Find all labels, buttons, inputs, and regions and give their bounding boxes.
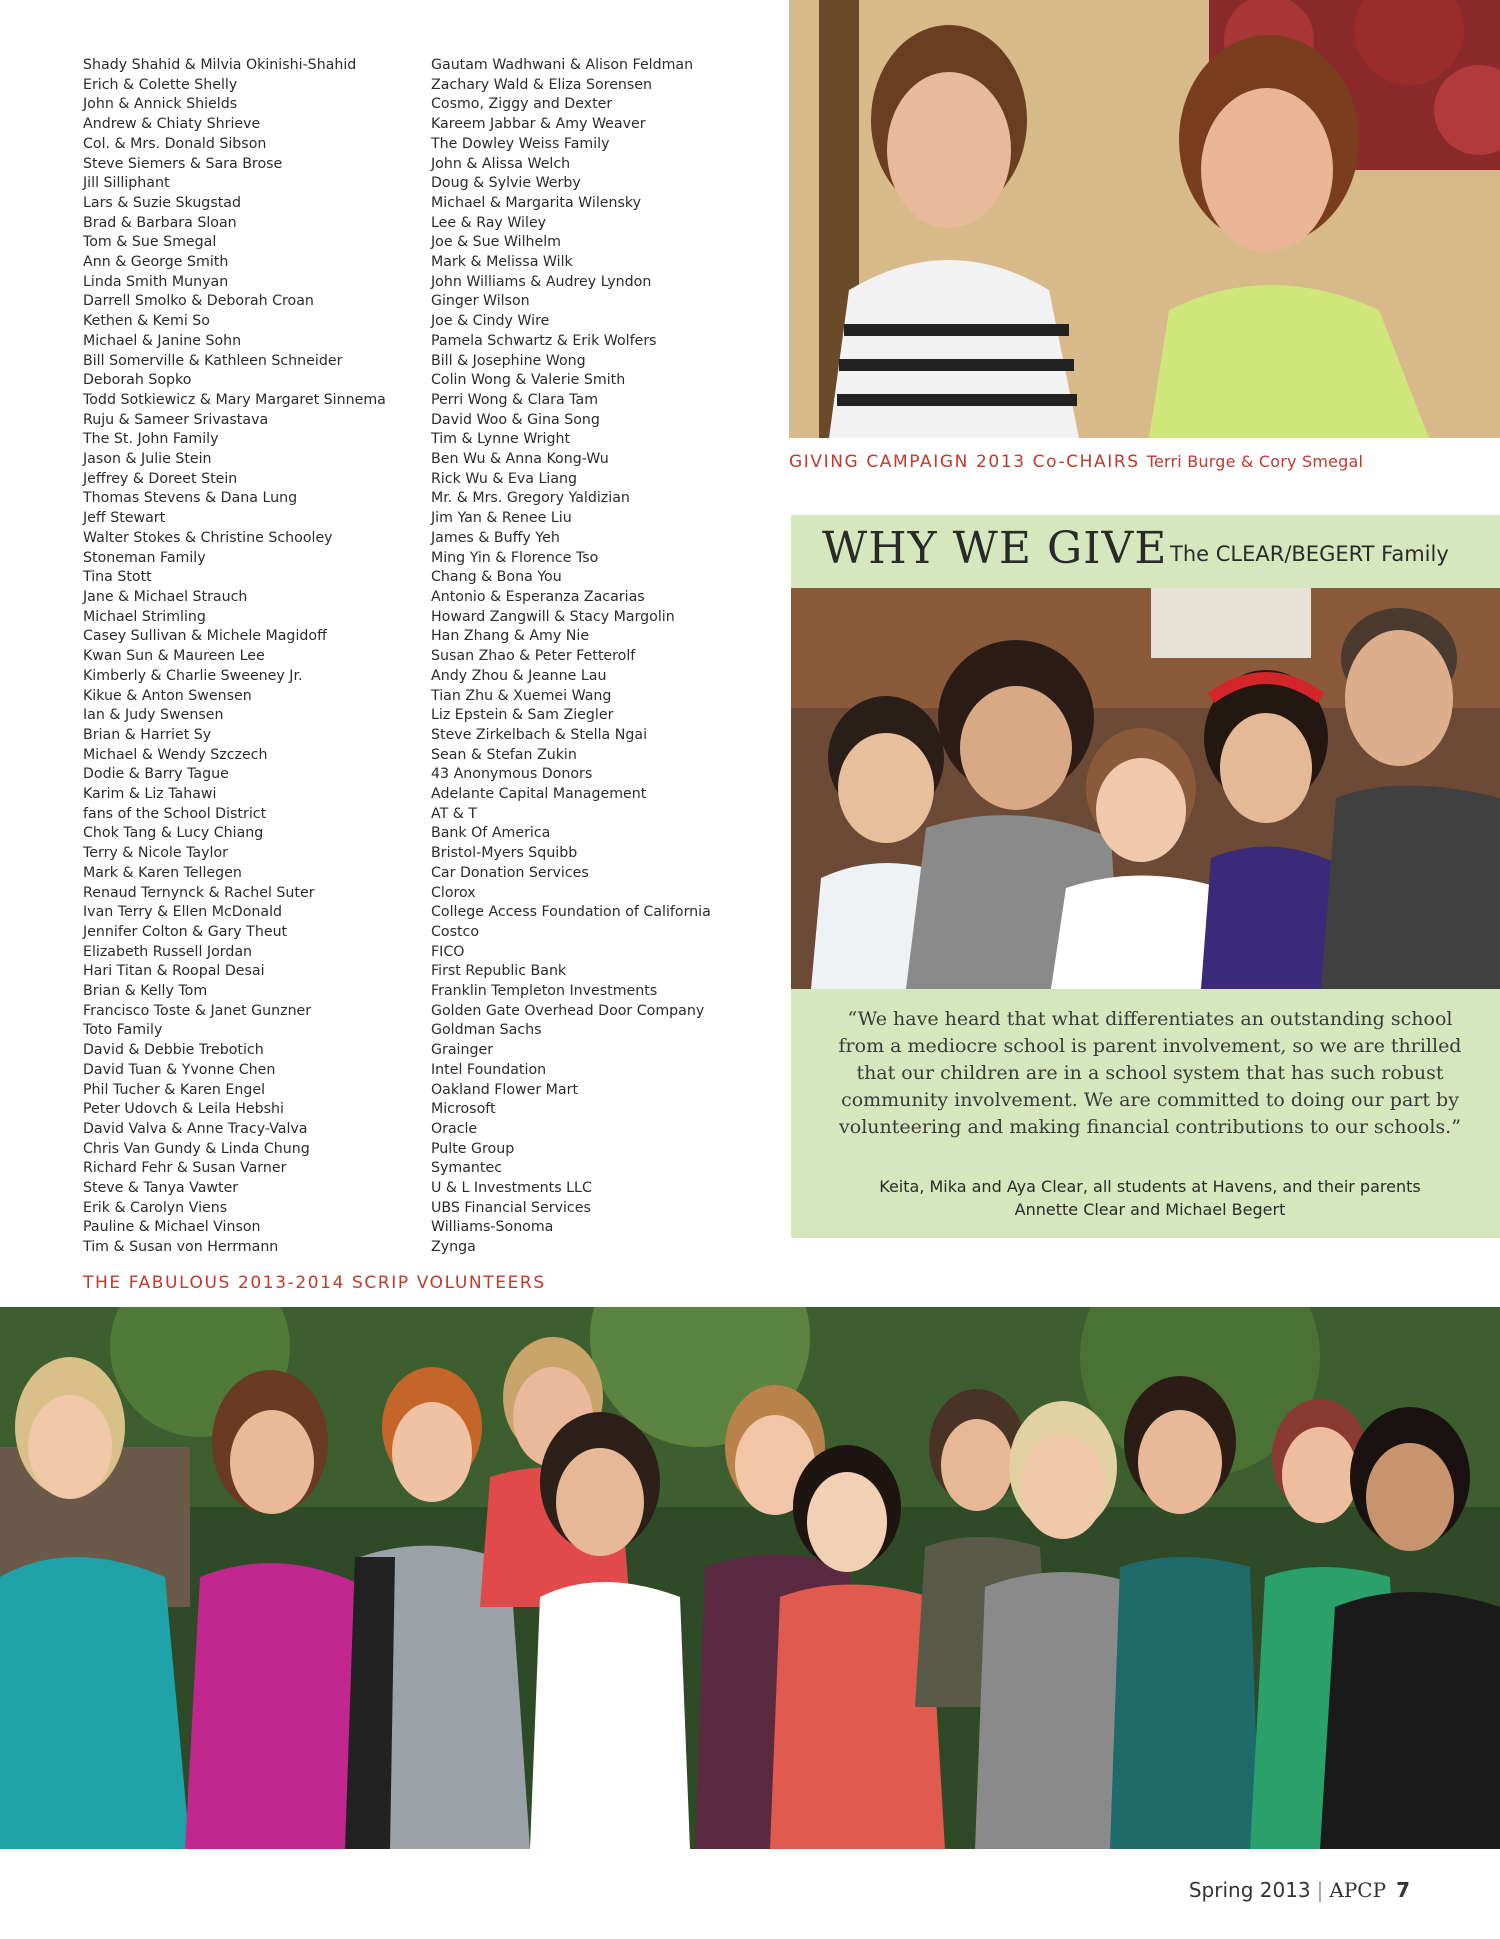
donor-list-column-1 bbox=[83, 56, 386, 1258]
donor-name: Costco bbox=[431, 923, 480, 940]
donor-name: David & Debbie Trebotich bbox=[83, 1042, 264, 1059]
donor-name: Kethen & Kemi So bbox=[83, 313, 210, 330]
cochairs-photo bbox=[789, 0, 1500, 438]
donor-name: Darrell Smolko & Deborah Croan bbox=[83, 293, 314, 310]
cochairs-caption-names: Terri Burge & Cory Smegal bbox=[1146, 452, 1364, 471]
donor-name: David Valva & Anne Tracy-Valva bbox=[83, 1120, 308, 1137]
donor-name: Brad & Barbara Sloan bbox=[83, 214, 237, 231]
donor-name: Franklin Templeton Investments bbox=[431, 983, 658, 1000]
donor-name: Kikue & Anton Swensen bbox=[83, 687, 252, 704]
footer-publication: APCP bbox=[1329, 1878, 1387, 1902]
donor-name: Ben Wu & Anna Kong-Wu bbox=[431, 451, 609, 468]
donor-name: Tim & Susan von Herrmann bbox=[83, 1239, 279, 1256]
donor-name: Rick Wu & Eva Liang bbox=[431, 470, 578, 487]
donor-name: Steve Siemers & Sara Brose bbox=[83, 155, 283, 172]
donor-name: Ginger Wilson bbox=[431, 293, 530, 310]
donor-name: Clorox bbox=[431, 884, 476, 901]
donor-name: The Dowley Weiss Family bbox=[431, 135, 610, 152]
page-footer bbox=[1189, 1878, 1410, 1902]
donor-name: Jennifer Colton & Gary Theut bbox=[83, 923, 288, 940]
donor-name: Bristol-Myers Squibb bbox=[431, 845, 578, 862]
donor-name: FICO bbox=[431, 943, 465, 960]
why-we-give-quote: “We have heard that what differentiates an outstanding school from a mediocre school is parent involvement, so we are thrilled that our children are in a school system that has such robust community involvement. We are committed to doing our part by volunteering and making financial contributions to our schools.” bbox=[838, 1008, 1462, 1138]
donor-name: Todd Sotkiewicz & Mary Margaret Sinnema bbox=[83, 391, 386, 408]
donor-name: Golden Gate Overhead Door Company bbox=[431, 1002, 705, 1019]
donor-name: Casey Sullivan & Michele Magidoff bbox=[83, 628, 327, 645]
donor-name: UBS Financial Services bbox=[431, 1199, 591, 1216]
donor-name: Erich & Colette Shelly bbox=[83, 76, 238, 93]
donor-name: Grainger bbox=[431, 1042, 494, 1059]
donor-name: Goldman Sachs bbox=[431, 1022, 542, 1039]
donor-name: Intel Foundation bbox=[431, 1061, 547, 1078]
donor-name: Chang & Bona You bbox=[431, 569, 562, 586]
donor-name: Richard Fehr & Susan Varner bbox=[83, 1160, 287, 1177]
donor-name: Stoneman Family bbox=[83, 549, 206, 566]
donor-name: 43 Anonymous Donors bbox=[431, 766, 593, 783]
cochairs-caption bbox=[789, 452, 1363, 472]
donor-name: Colin Wong & Valerie Smith bbox=[431, 372, 626, 389]
donor-name: College Access Foundation of California bbox=[431, 904, 711, 921]
donor-name: Sean & Stefan Zukin bbox=[431, 746, 577, 763]
donor-name: Howard Zangwill & Stacy Margolin bbox=[431, 608, 675, 625]
donor-name: Brian & Kelly Tom bbox=[83, 983, 208, 1000]
donor-name: Susan Zhao & Peter Fetterolf bbox=[431, 648, 636, 665]
donor-name: Gautam Wadhwani & Alison Feldman bbox=[431, 57, 694, 73]
donor-name: fans of the School District bbox=[83, 805, 267, 822]
donor-name: Ruju & Sameer Srivastava bbox=[83, 411, 269, 428]
donor-name: Walter Stokes & Christine Schooley bbox=[83, 529, 333, 546]
donor-name: James & Buffy Yeh bbox=[431, 529, 560, 546]
donor-name: Pauline & Michael Vinson bbox=[83, 1219, 261, 1236]
footer-separator: | bbox=[1316, 1878, 1324, 1902]
donor-name: Zynga bbox=[431, 1239, 476, 1256]
donor-name: Thomas Stevens & Dana Lung bbox=[83, 490, 298, 507]
why-we-give-family-name: The CLEAR/BEGERT Family bbox=[1170, 542, 1449, 566]
donor-name: Shady Shahid & Milvia Okinishi-Shahid bbox=[83, 57, 357, 73]
donor-name: Joe & Sue Wilhelm bbox=[431, 234, 561, 251]
donor-name: Kwan Sun & Maureen Lee bbox=[83, 648, 265, 665]
donor-name: Jason & Julie Stein bbox=[83, 451, 212, 468]
donor-name: Deborah Sopko bbox=[83, 372, 192, 389]
donor-name: Jane & Michael Strauch bbox=[83, 588, 248, 605]
donor-name: Chok Tang & Lucy Chiang bbox=[83, 825, 264, 842]
donor-name: Jill Silliphant bbox=[83, 175, 170, 192]
donor-name: Bill & Josephine Wong bbox=[431, 352, 586, 369]
donor-name: Renaud Ternynck & Rachel Suter bbox=[83, 884, 315, 901]
donor-name: Bank Of America bbox=[431, 825, 551, 842]
donor-name: Car Donation Services bbox=[431, 864, 589, 881]
donor-name: Michael & Wendy Szczech bbox=[83, 746, 268, 763]
donor-name: Doug & Sylvie Werby bbox=[431, 175, 581, 192]
donor-name: Cosmo, Ziggy and Dexter bbox=[431, 96, 613, 113]
donor-name: Adelante Capital Management bbox=[431, 786, 647, 803]
donor-name: Michael & Janine Sohn bbox=[83, 332, 242, 349]
donor-name: Chris Van Gundy & Linda Chung bbox=[83, 1140, 310, 1157]
donor-name: Tian Zhu & Xuemei Wang bbox=[431, 687, 612, 704]
donor-name: Elizabeth Russell Jordan bbox=[83, 943, 253, 960]
donor-name: Terry & Nicole Taylor bbox=[83, 845, 228, 862]
donor-name: Tom & Sue Smegal bbox=[83, 234, 217, 251]
donor-name: AT & T bbox=[431, 805, 478, 822]
donor-name: John & Alissa Welch bbox=[431, 155, 571, 172]
donor-name: Antonio & Esperanza Zacarias bbox=[431, 588, 645, 605]
footer-season: Spring 2013 bbox=[1188, 1878, 1311, 1902]
donor-name: Jeff Stewart bbox=[83, 510, 166, 527]
donor-name: Phil Tucher & Karen Engel bbox=[83, 1081, 266, 1098]
donor-name: Han Zhang & Amy Nie bbox=[431, 628, 590, 645]
donor-name: Peter Udovch & Leila Hebshi bbox=[83, 1101, 284, 1118]
donor-name: Symantec bbox=[431, 1160, 502, 1177]
why-we-give-title: WHY WE GIVE bbox=[822, 523, 1168, 574]
donor-name: Michael & Margarita Wilensky bbox=[431, 194, 641, 211]
donor-name: Jeffrey & Doreet Stein bbox=[83, 470, 238, 487]
donor-name: Pamela Schwartz & Erik Wolfers bbox=[431, 332, 657, 349]
donor-name: Mr. & Mrs. Gregory Yaldizian bbox=[431, 490, 630, 507]
donor-name: Steve & Tanya Vawter bbox=[83, 1180, 239, 1197]
donor-name: Lars & Suzie Skugstad bbox=[83, 194, 241, 211]
donor-list-column-2 bbox=[431, 56, 711, 1258]
donor-name: David Tuan & Yvonne Chen bbox=[83, 1061, 276, 1078]
donor-name: Toto Family bbox=[83, 1022, 163, 1039]
volunteers-photo bbox=[0, 1307, 1500, 1849]
donor-name: Ann & George Smith bbox=[83, 254, 229, 271]
donor-name: Col. & Mrs. Donald Sibson bbox=[83, 135, 267, 152]
volunteers-caption: THE FABULOUS 2013-2014 SCRIP VOLUNTEERS bbox=[83, 1273, 546, 1293]
donor-name: Michael Strimling bbox=[83, 608, 206, 625]
donor-name: Tina Stott bbox=[83, 569, 152, 586]
attribution-line-1: Keita, Mika and Aya Clear, all students at Havens, and their parents bbox=[879, 1177, 1421, 1196]
donor-name: Perri Wong & Clara Tam bbox=[431, 391, 599, 408]
donor-name: Ming Yin & Florence Tso bbox=[431, 549, 599, 566]
donor-name: David Woo & Gina Song bbox=[431, 411, 600, 428]
donor-name: Tim & Lynne Wright bbox=[431, 431, 571, 448]
why-we-give-attribution bbox=[830, 1175, 1470, 1221]
donor-name: First Republic Bank bbox=[431, 963, 567, 980]
donor-name: Bill Somerville & Kathleen Schneider bbox=[83, 352, 343, 369]
donor-name: Mark & Melissa Wilk bbox=[431, 254, 573, 271]
donor-name: Brian & Harriet Sy bbox=[83, 726, 212, 743]
donor-name: Jim Yan & Renee Liu bbox=[431, 510, 572, 527]
donor-name: Joe & Cindy Wire bbox=[431, 313, 550, 330]
donor-name: Francisco Toste & Janet Gunzner bbox=[83, 1002, 312, 1019]
donor-name: Ivan Terry & Ellen McDonald bbox=[83, 904, 283, 921]
donor-name: Hari Titan & Roopal Desai bbox=[83, 963, 265, 980]
donor-name: U & L Investments LLC bbox=[431, 1180, 592, 1197]
donor-name: Lee & Ray Wiley bbox=[431, 214, 547, 231]
donor-name: The St. John Family bbox=[83, 431, 219, 448]
donor-name: Karim & Liz Tahawi bbox=[83, 786, 217, 803]
family-photo bbox=[791, 588, 1500, 989]
attribution-line-2: Annette Clear and Michael Begert bbox=[1014, 1200, 1286, 1219]
donor-name: Kimberly & Charlie Sweeney Jr. bbox=[83, 667, 303, 684]
donor-name: Mark & Karen Tellegen bbox=[83, 864, 242, 881]
donor-name: Erik & Carolyn Viens bbox=[83, 1199, 228, 1216]
donor-name: Steve Zirkelbach & Stella Ngai bbox=[431, 726, 648, 743]
donor-name: John Williams & Audrey Lyndon bbox=[431, 273, 652, 290]
donor-name: Dodie & Barry Tague bbox=[83, 766, 229, 783]
donor-name: Pulte Group bbox=[431, 1140, 515, 1157]
donor-name: John & Annick Shields bbox=[83, 96, 238, 113]
donor-name: Microsoft bbox=[431, 1101, 496, 1118]
cochairs-caption-label: GIVING CAMPAIGN 2013 Co-CHAIRS bbox=[789, 452, 1140, 472]
donor-name: Williams-Sonoma bbox=[431, 1219, 554, 1236]
page-number: 7 bbox=[1396, 1878, 1410, 1902]
donor-name: Oakland Flower Mart bbox=[431, 1081, 579, 1098]
donor-name: Zachary Wald & Eliza Sorensen bbox=[431, 76, 653, 93]
donor-name: Andrew & Chiaty Shrieve bbox=[83, 116, 261, 133]
donor-name: Ian & Judy Swensen bbox=[83, 707, 224, 724]
donor-name: Liz Epstein & Sam Ziegler bbox=[431, 707, 614, 724]
donor-name: Andy Zhou & Jeanne Lau bbox=[431, 667, 607, 684]
donor-name: Linda Smith Munyan bbox=[83, 273, 229, 290]
donor-name: Oracle bbox=[431, 1120, 478, 1137]
donor-name: Kareem Jabbar & Amy Weaver bbox=[431, 116, 646, 133]
